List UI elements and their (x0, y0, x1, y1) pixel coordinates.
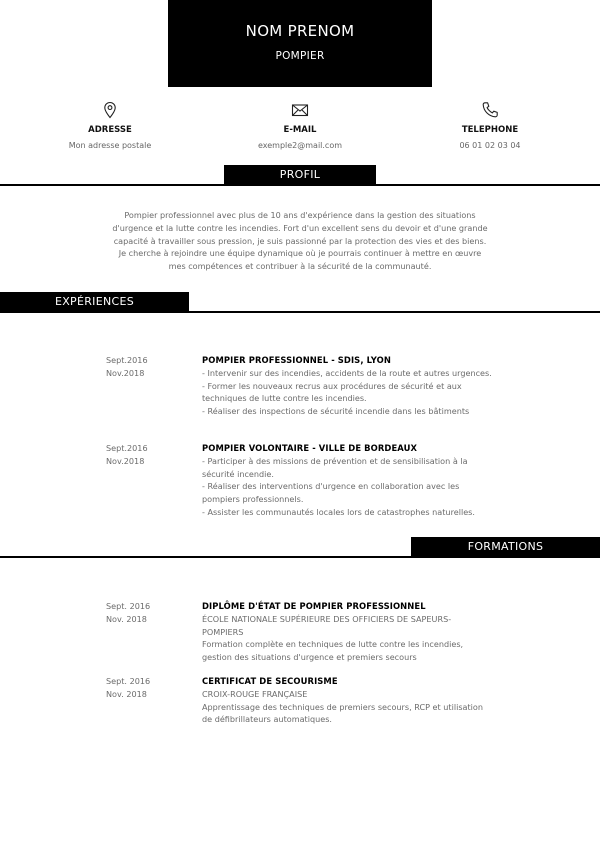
entry-line: - Former les nouveaux recrus aux procédures de sécurité et aux techniques de lutte contre les incendies. (202, 380, 462, 404)
date-start: Sept.2016 (106, 443, 148, 453)
entry-dates (106, 442, 196, 468)
section-heading-formations: FORMATIONS (411, 537, 600, 557)
entry-body (202, 354, 492, 418)
job-title: POMPIER (275, 50, 325, 62)
entry-title: DIPLÔME D'ÉTAT DE POMPIER PROFESSIONNEL (202, 601, 426, 611)
entry-line: - Participer à des missions de prévention et de sensibilisation à la sécurité incendie. (202, 455, 468, 479)
phone-icon (480, 100, 500, 120)
entry-dates (106, 675, 196, 701)
entry-line: ÉCOLE NATIONALE SUPÉRIEURE DES OFFICIERS DE SAPEURS-POMPIERS (202, 613, 452, 637)
envelope-icon (290, 100, 310, 120)
section-divider (0, 184, 600, 186)
entry-title: POMPIER VOLONTAIRE - VILLE DE BORDEAUX (202, 443, 418, 453)
entry-title: POMPIER PROFESSIONNEL - SDIS, LYON (202, 355, 391, 365)
section-heading-profil: PROFIL (224, 165, 376, 185)
entry-body (202, 600, 492, 664)
entry-dates (106, 354, 196, 380)
entry-body (202, 442, 492, 519)
date-start: Sept. 2016 (106, 676, 151, 686)
entry-line: - Réaliser des inspections de sécurité incendie dans les bâtiments (202, 406, 470, 417)
date-end: Nov. 2018 (106, 688, 147, 699)
entry-line: - Assister les communautés locales lors de catastrophes naturelles. (202, 506, 475, 517)
name-header-box (168, 0, 432, 87)
contact-email (200, 100, 400, 150)
entry-body (202, 675, 492, 726)
entry-line: Apprentissage des techniques de premiers secours, RCP et utilisation de défibrillateurs automatiques. (202, 701, 484, 725)
contact-value: 06 01 02 03 04 (459, 141, 521, 150)
location-pin-icon (100, 100, 120, 120)
entry-line: CROIX-ROUGE FRANÇAISE (202, 688, 308, 699)
contact-value[interactable]: exemple2@mail.com (257, 141, 343, 150)
date-start: Sept.2016 (106, 355, 148, 365)
date-end: Nov.2018 (106, 367, 145, 378)
entry-dates (106, 600, 196, 626)
date-end: Nov. 2018 (106, 613, 147, 624)
section-divider (0, 311, 600, 313)
contact-address (10, 100, 210, 150)
entry-line: - Réaliser des interventions d'urgence en collaboration avec les pompiers professionnels. (202, 481, 460, 505)
contact-value: Mon adresse postale (68, 141, 152, 150)
section-divider (0, 556, 600, 558)
contact-label: E-MAIL (283, 125, 317, 135)
person-name: NOM PRENOM (245, 22, 355, 40)
date-start: Sept. 2016 (106, 601, 151, 611)
entry-title: CERTIFICAT DE SECOURISME (202, 676, 338, 686)
contact-phone (390, 100, 590, 150)
entry-line: - Intervenir sur des incendies, accidents de la route et autres urgences. (202, 367, 492, 378)
date-end: Nov.2018 (106, 455, 145, 466)
contact-label: ADRESSE (88, 125, 132, 135)
profile-summary: Pompier professionnel avec plus de 10 ans d'expérience dans la gestion des situations d'urgence et la lutte contre les incendies. Fort d'un excellent sens du devoir et d'une grande capacité à travailler sous pression, je suis passionné par la protection des vies et des biens. Je cherche à rejoindre une équipe dynamique où je pourrais continuer à mettre en œuvre mes compétences et contribuer à la sécurité de la communauté. (112, 210, 488, 272)
entry-line: Formation complète en techniques de lutte contre les incendies, gestion des situations d'urgence et premiers secours (202, 639, 464, 663)
contact-label: TELEPHONE (461, 125, 519, 135)
section-heading-experiences: EXPÉRIENCES (0, 292, 189, 312)
